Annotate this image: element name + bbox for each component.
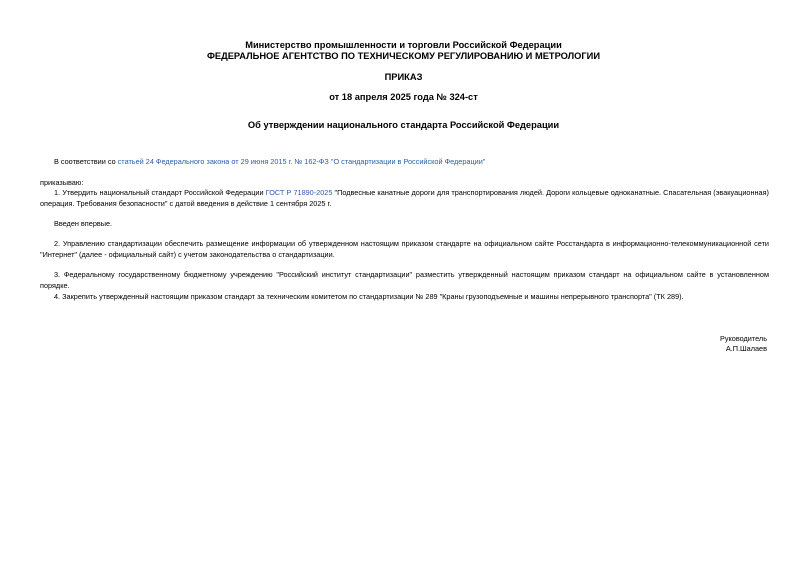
- agency-heading: ФЕДЕРАЛЬНОЕ АГЕНТСТВО ПО ТЕХНИЧЕСКОМУ РЕГУЛИРОВАНИЮ И МЕТРОЛОГИИ: [206, 51, 601, 61]
- order-word: приказываю:: [40, 178, 84, 187]
- paragraph-3: 3. Федеральному государственному бюджетному учреждению "Российский институт стандартизации" разместить утвержденный настоящим приказом стандарт на официальном сайте в установленном порядке.: [40, 270, 769, 291]
- paragraph-1-text: 1. Утвердить национальный стандарт Российской Федерации: [54, 188, 266, 197]
- paragraph-1: [40, 187, 769, 209]
- introduced-note: Введен впервые.: [54, 219, 113, 228]
- paragraph-4: 4. Закрепить утвержденный настоящим приказом стандарт за техническим комитетом по стандартизации № 289 "Краны грузоподъемные и машины непрерывного транспорта" (ТК 289).: [54, 292, 684, 301]
- paragraph-1-rest: "Подвесные канатные дороги для транспортирования людей. Дороги кольцевые одноканатные. Спасательная (эвакуационная) операция. Требования безопасности" с датой введения в действие 1 сентября 2025 г.: [40, 188, 769, 209]
- signature-position: Руководитель: [719, 334, 767, 343]
- ministry-heading: Министерство промышленности и торговли Российской Федерации: [245, 40, 562, 50]
- preamble-text: В соответствии со: [54, 157, 118, 166]
- signature-name: А.П.Шалаев: [725, 344, 767, 353]
- preamble: [40, 156, 769, 167]
- gost-link[interactable]: ГОСТ Р 71890-2025: [265, 188, 333, 197]
- law-link[interactable]: статьей 24 Федерального закона от 29 июня 2015 г. № 162-ФЗ "О стандартизации в Российской Федерации": [117, 157, 486, 166]
- paragraph-2: 2. Управлению стандартизации обеспечить размещение информации об утвержденном настоящим приказом стандарте на официальном сайте Росстандарта в информационно-телекоммуникационной сети "Интернет" (далее - официальный сайт) с учетом законодательства о стандартизации.: [40, 239, 769, 260]
- date-number: от 18 апреля 2025 года № 324-ст: [329, 92, 478, 102]
- document-title: Об утверждении национального стандарта Российской Федерации: [247, 120, 560, 130]
- doc-type-heading: ПРИКАЗ: [384, 72, 423, 82]
